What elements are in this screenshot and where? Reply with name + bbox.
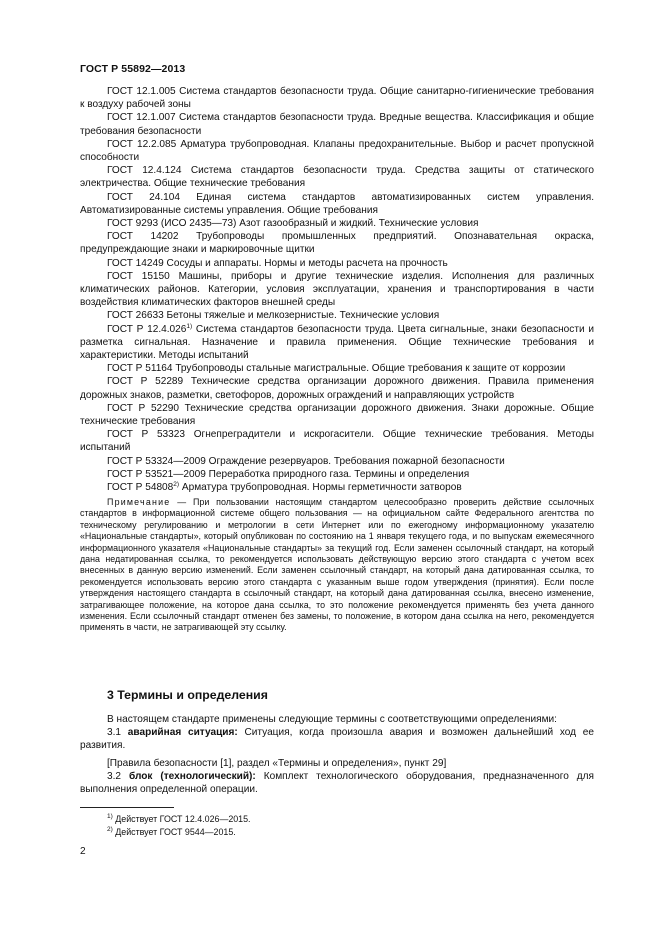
footnotes [107,813,251,839]
term-definition [80,726,594,752]
reference-item: ГОСТ 12.1.005 Система стандартов безопасности труда. Общие санитарно-гигиенические требования к воздуху рабочей зоны [80,86,594,111]
reference-item: ГОСТ Р 51164 Трубопроводы стальные магистральные. Общие требования к защите от коррозии [107,363,566,375]
terms-section [80,713,594,796]
reference-item: ГОСТ Р 52289 Технические средства организации дорожного движения. Правила применения дорожных знаков, разметки, светофоров, дорожных ограждений и направляющих устройств [80,376,594,401]
footnote-mark: 1) [107,813,113,820]
footnote-mark: 1) [186,322,193,330]
reference-item: ГОСТ Р 53323 Огнепреградители и искрогасители. Общие технические требования. Методы испытаний [80,429,594,454]
reference-title: Система стандартов безопасности труда. Цвета сигнальные, знаки безопасности и разметка сигнальная. Назначение и правила применения. Общие технические требования и характеристики. Методы испытаний [80,323,594,362]
reference-item: ГОСТ 9293 (ИСО 2435—73) Азот газообразный и жидкий. Технические условия [107,218,479,230]
term-number: 3.2 [107,770,129,782]
footnote-text: Действует ГОСТ 9544—2015. [112,827,236,837]
footnote-item [107,813,251,826]
reference-title: Арматура трубопроводная. Нормы герметичности затворов [179,482,462,494]
footnote-mark: 2) [173,481,180,489]
reference-item: ГОСТ Р 52290 Технические средства организации дорожного движения. Знаки дорожные. Общие технические требования [80,402,594,428]
footnote-separator [80,807,174,808]
reference-item: ГОСТ 24.104 Единая система стандартов автоматизированных систем управления. Автоматизированные системы управления. Общие требования [80,191,594,216]
term-name: блок (технологический): [128,770,256,782]
normative-references-list [80,85,594,494]
term-text: Комплект технологического оборудования, предназначенного для выполнения определенной операции. [80,770,594,796]
reference-item: ГОСТ 12.1.007 Система стандартов безопасности труда. Вредные вещества. Классификация и общие требования безопасности [80,112,594,137]
term-name: аварийная ситуация: [127,727,238,739]
reference-item: ГОСТ 15150 Машины, приборы и другие технические изделия. Исполнения для различных климатических районов. Категории, условия эксплуатации, хранения и транспортирования в части воздействия климатических факторов внешней среды [80,270,594,309]
term-text: Ситуация, когда произошла авария и возможен дальнейший ход ее развития. [80,727,594,752]
document-header: ГОСТ Р 55892—2013 [80,63,186,75]
reference-item: ГОСТ Р 53521—2009 Переработка природного газа. Термины и определения [107,468,470,480]
reference-item: ГОСТ Р 53324—2009 Ограждение резервуаров. Требования пожарной безопасности [107,455,505,467]
footnote-text: Действует ГОСТ 12.4.026—2015. [112,814,251,824]
reference-item: ГОСТ 12.4.124 Система стандартов безопасности труда. Средства защиты от статического электричества. Общие технические требования [80,165,594,190]
reference-code: ГОСТ Р 54808 [107,482,174,494]
term-number: 3.1 [107,727,128,739]
term-definition [80,770,594,796]
reference-code: ГОСТ Р 12.4.026 [107,323,187,335]
reference-item [80,481,594,494]
page-number: 2 [80,846,86,857]
section-title: 3 Термины и определения [107,688,268,702]
reference-item: ГОСТ 14202 Трубопроводы промышленных предприятий. Опознавательная окраска, предупреждающие знаки и маркировочные щитки [80,231,594,256]
term-source: [Правила безопасности [1], раздел «Термины и определения», пункт 29] [107,757,447,769]
reference-item: ГОСТ 12.2.085 Арматура трубопроводная. Клапаны предохранительные. Выбор и расчет пропускной способности [80,138,594,164]
note-label: Примечание [107,497,171,507]
note-text: — При пользовании настоящим стандартом целесообразно проверить действие ссылочных стандартов в информационной системе общего пользования — на официальном сайте Федерального агентства по техническому регулированию и метрологии в сети Интернет или по ежегодному информационному указателю «Национальные стандарты», который опубликован по состоянию на 1 января текущего года, и по выпускам ежемесячного информационного указателя «Национальные стандарты» за текущий год. Если заменен ссылочный стандарт, на который дана недатированная ссылка, то рекомендуется использовать действующую версию этого стандарта с учетом всех внесенных в данную версию изменений. Если заменен ссылочный стандарт, на который дана датированная ссылка, то рекомендуется использовать версию этого стандарта с указанным выше годом утверждения (принятия). Если после утверждения настоящего стандарта в ссылочный стандарт, на который дана датированная ссылка, внесено изменение, затрагивающее положение, на которое дана ссылка, то это положение рекомендуется применять без учета данного изменения. Если ссылочный стандарт отменен без замены, то положение, в котором дана ссылка на него, рекомендуется применять в части, не затрагивающей эту ссылку. [80,497,594,633]
reference-item [80,323,594,363]
footnote-item [107,826,251,839]
footnote-mark: 2) [107,826,113,833]
note-paragraph [80,497,594,634]
section-intro: В настоящем стандарте применены следующие термины с соответствующими определениями: [107,714,557,725]
reference-item: ГОСТ 26633 Бетоны тяжелые и мелкозернистые. Технические условия [107,310,440,322]
reference-item: ГОСТ 14249 Сосуды и аппараты. Нормы и методы расчета на прочность [107,257,448,269]
